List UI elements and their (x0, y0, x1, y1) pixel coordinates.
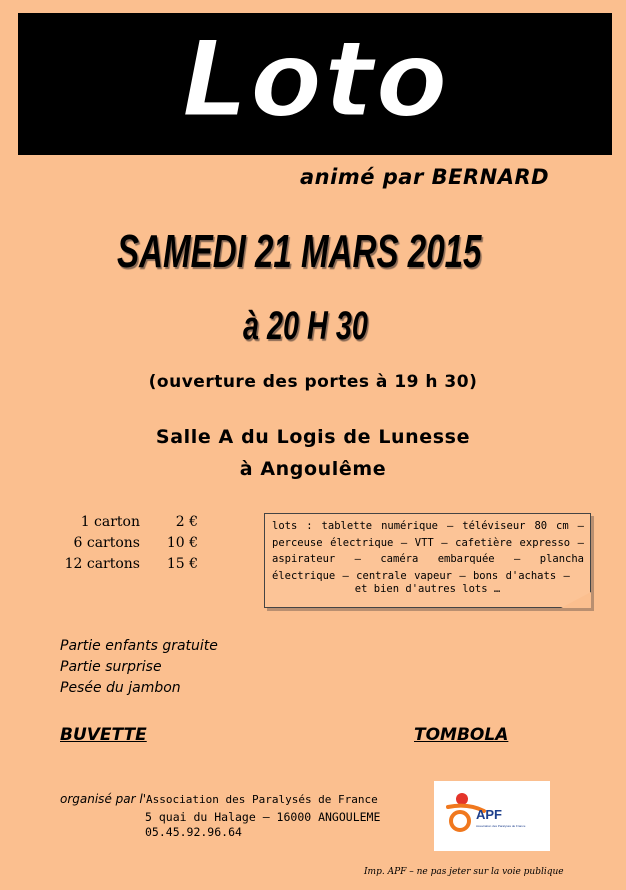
venue-name: Salle A du Logis de Lunesse (155, 426, 471, 448)
prizes-list: lots : tablette numérique – téléviseur 80 cm – perceuse électrique – VTT – cafetière expresso – aspirateur – caméra embarquée – plancha électrique – centrale vapeur – bons d'achats – (272, 520, 584, 582)
event-date: SAMEDI 21 MARS 2015 (117, 225, 482, 277)
activity-item: Pesée du jambon (60, 680, 181, 696)
apf-logo (434, 781, 550, 851)
venue-city: à Angoulême (239, 458, 387, 480)
price-table (40, 514, 198, 577)
host-line: animé par BERNARD (300, 165, 550, 189)
activity-item: Partie surprise (60, 659, 162, 675)
price-row (40, 514, 198, 535)
apf-logo-icon (434, 781, 550, 851)
organizer-prefix: organisé par l' (60, 792, 146, 806)
organizer-line (60, 792, 378, 806)
price-row (40, 535, 198, 556)
price-quantity: 12 cartons (64, 556, 140, 572)
imprint: Imp. APF – ne pas jeter sur la voie publique (364, 867, 564, 877)
raffle-label: TOMBOLA (414, 725, 509, 745)
page-title: Loto (181, 18, 449, 141)
logo-tagline: Association des Paralysés de France (476, 824, 526, 828)
price-amount: 15 € (166, 556, 198, 572)
price-quantity: 6 cartons (73, 535, 140, 551)
price-quantity: 1 carton (80, 514, 140, 530)
refreshments-label: BUVETTE (60, 725, 147, 745)
price-row (40, 556, 198, 577)
prizes-box (264, 513, 591, 608)
organizer-address: 5 quai du Halage – 16000 ANGOULEME (145, 810, 381, 824)
prizes-more: et bien d'autres lots … (354, 583, 501, 595)
price-amount: 2 € (175, 514, 198, 530)
logo-label: APF (476, 807, 502, 822)
activity-item: Partie enfants gratuite (60, 638, 218, 654)
doors-open: (ouverture des portes à 19 h 30) (148, 372, 478, 392)
title-banner (18, 13, 612, 155)
price-amount: 10 € (166, 535, 198, 551)
event-time: à 20 H 30 (243, 304, 368, 348)
page-curl-decoration (561, 592, 591, 608)
organizer-name: Association des Paralysés de France (146, 793, 378, 806)
organizer-phone: 05.45.92.96.64 (145, 825, 242, 839)
